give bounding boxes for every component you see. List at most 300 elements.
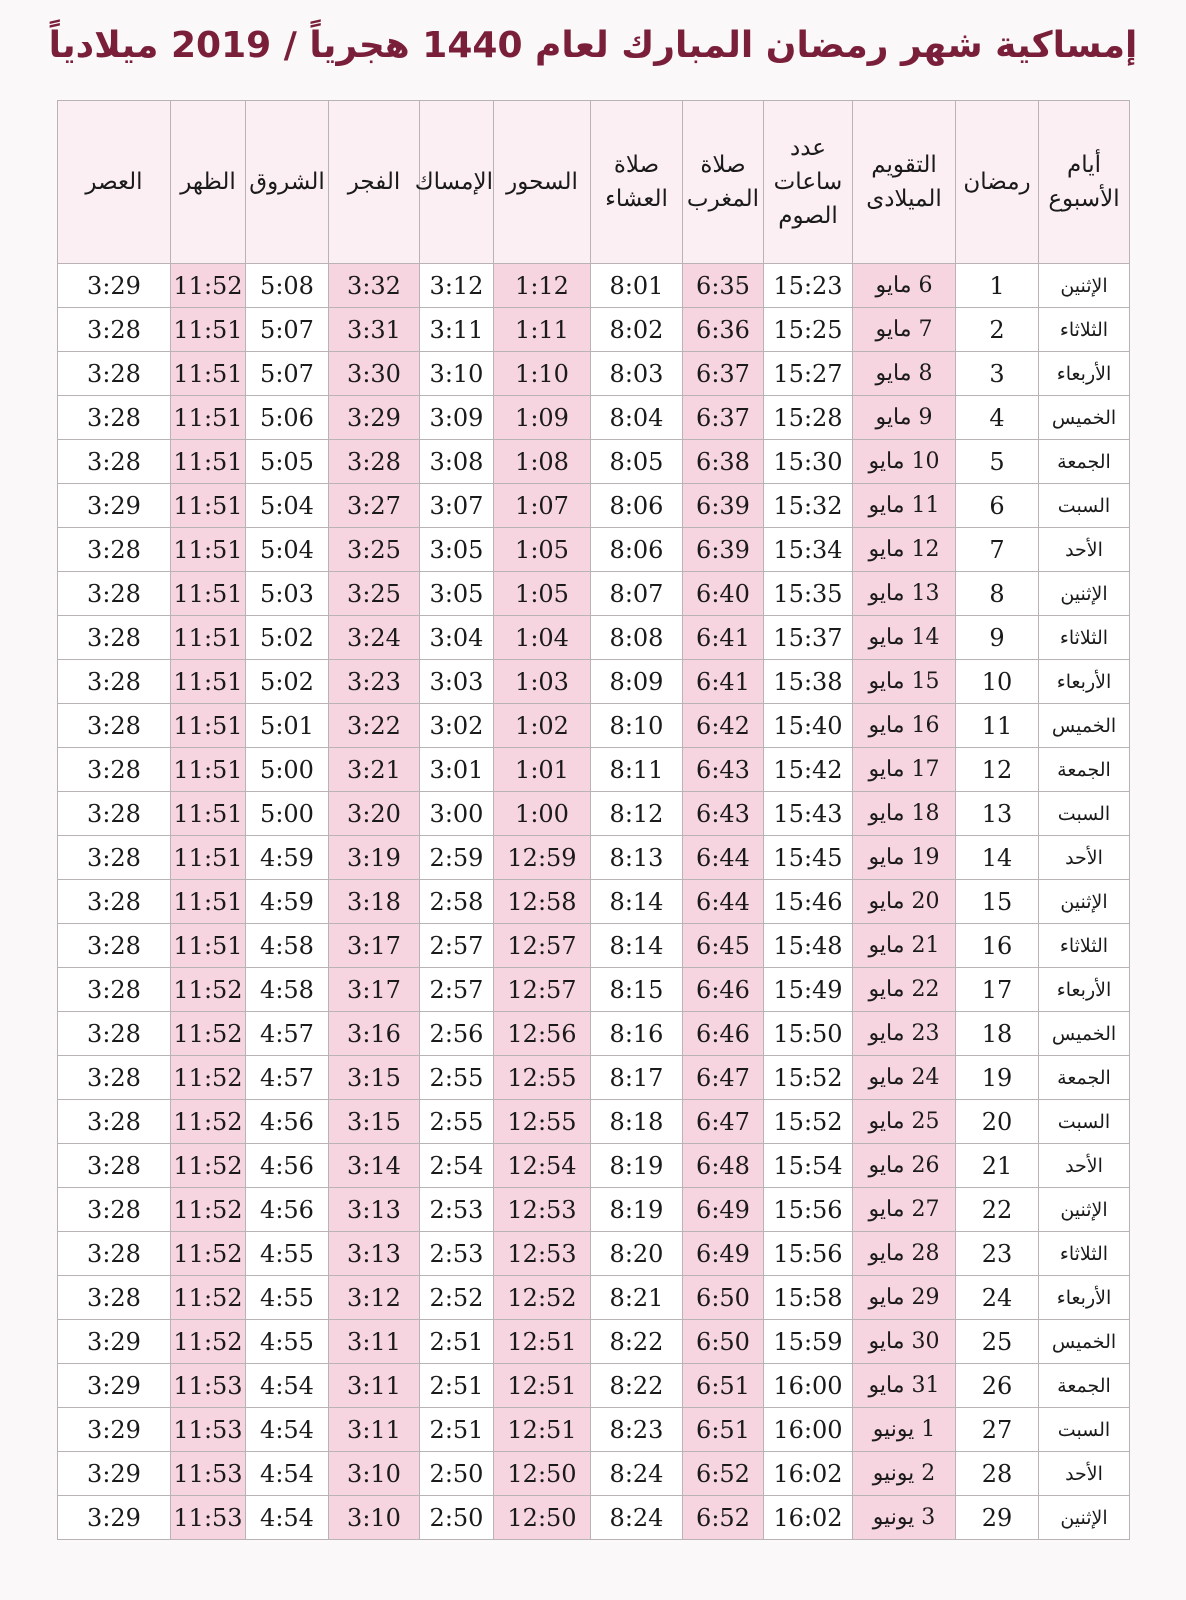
fajr-time: 3:17 xyxy=(329,924,420,968)
table-row xyxy=(58,1276,1130,1320)
sunrise-time: 4:54 xyxy=(246,1364,329,1408)
gregorian-date: 28 مايو xyxy=(853,1232,956,1276)
asr-time: 3:28 xyxy=(58,1188,171,1232)
gregorian-date: 26 مايو xyxy=(853,1144,956,1188)
asr-time: 3:28 xyxy=(58,748,171,792)
suhoor-time: 12:53 xyxy=(494,1232,591,1276)
fajr-time: 3:30 xyxy=(329,352,420,396)
gregorian-date: 1 يونيو xyxy=(853,1408,956,1452)
sunrise-time: 5:05 xyxy=(246,440,329,484)
fasting-hours: 15:40 xyxy=(764,704,853,748)
isha-time: 8:16 xyxy=(591,1012,683,1056)
header-fajr: الفجر xyxy=(329,101,420,264)
suhoor-time: 12:57 xyxy=(494,924,591,968)
dhuhr-time: 11:52 xyxy=(171,1188,246,1232)
asr-time: 3:28 xyxy=(58,1232,171,1276)
sunrise-time: 4:55 xyxy=(246,1232,329,1276)
fasting-hours: 15:38 xyxy=(764,660,853,704)
sunrise-time: 5:04 xyxy=(246,528,329,572)
header-day: أيام الأسبوع xyxy=(1039,101,1130,264)
sunrise-time: 4:54 xyxy=(246,1496,329,1540)
imsak-time: 3:03 xyxy=(420,660,494,704)
fasting-hours: 15:56 xyxy=(764,1232,853,1276)
table-row xyxy=(58,1320,1130,1364)
header-gregorian: التقويم الميلادى xyxy=(853,101,956,264)
suhoor-time: 12:55 xyxy=(494,1056,591,1100)
fajr-time: 3:15 xyxy=(329,1056,420,1100)
imsak-time: 3:10 xyxy=(420,352,494,396)
fajr-time: 3:16 xyxy=(329,1012,420,1056)
isha-time: 8:12 xyxy=(591,792,683,836)
gregorian-date: 11 مايو xyxy=(853,484,956,528)
sunrise-time: 5:04 xyxy=(246,484,329,528)
imsak-time: 2:56 xyxy=(420,1012,494,1056)
dhuhr-time: 11:52 xyxy=(171,1012,246,1056)
isha-time: 8:15 xyxy=(591,968,683,1012)
table-row xyxy=(58,484,1130,528)
fajr-time: 3:11 xyxy=(329,1408,420,1452)
imsak-time: 3:07 xyxy=(420,484,494,528)
suhoor-time: 1:00 xyxy=(494,792,591,836)
dhuhr-time: 11:52 xyxy=(171,1100,246,1144)
dhuhr-time: 11:53 xyxy=(171,1408,246,1452)
ramadan-day: 1 xyxy=(956,264,1039,308)
fasting-hours: 15:52 xyxy=(764,1100,853,1144)
gregorian-date: 3 يونيو xyxy=(853,1496,956,1540)
sunrise-time: 4:54 xyxy=(246,1408,329,1452)
dhuhr-time: 11:53 xyxy=(171,1496,246,1540)
ramadan-day: 22 xyxy=(956,1188,1039,1232)
fasting-hours: 15:59 xyxy=(764,1320,853,1364)
day: الجمعة xyxy=(1039,748,1130,792)
day: الخميس xyxy=(1039,1012,1130,1056)
ramadan-day: 25 xyxy=(956,1320,1039,1364)
day: الثلاثاء xyxy=(1039,308,1130,352)
imsak-time: 2:53 xyxy=(420,1232,494,1276)
dhuhr-time: 11:52 xyxy=(171,968,246,1012)
imsak-time: 2:55 xyxy=(420,1100,494,1144)
isha-time: 8:05 xyxy=(591,440,683,484)
table-row xyxy=(58,1056,1130,1100)
header-sunrise: الشروق xyxy=(246,101,329,264)
suhoor-time: 1:05 xyxy=(494,572,591,616)
ramadan-day: 2 xyxy=(956,308,1039,352)
fajr-time: 3:25 xyxy=(329,572,420,616)
day: السبت xyxy=(1039,792,1130,836)
asr-time: 3:29 xyxy=(58,1364,171,1408)
dhuhr-time: 11:51 xyxy=(171,440,246,484)
dhuhr-time: 11:52 xyxy=(171,1232,246,1276)
asr-time: 3:28 xyxy=(58,660,171,704)
asr-time: 3:28 xyxy=(58,1276,171,1320)
ramadan-day: 14 xyxy=(956,836,1039,880)
fajr-time: 3:29 xyxy=(329,396,420,440)
ramadan-day: 13 xyxy=(956,792,1039,836)
dhuhr-time: 11:51 xyxy=(171,396,246,440)
ramadan-day: 3 xyxy=(956,352,1039,396)
fasting-hours: 15:52 xyxy=(764,1056,853,1100)
day: الإثنين xyxy=(1039,1188,1130,1232)
dhuhr-time: 11:51 xyxy=(171,748,246,792)
ramadan-day: 12 xyxy=(956,748,1039,792)
maghrib-time: 6:39 xyxy=(683,528,764,572)
fajr-time: 3:10 xyxy=(329,1496,420,1540)
day: السبت xyxy=(1039,1408,1130,1452)
fajr-time: 3:18 xyxy=(329,880,420,924)
maghrib-time: 6:45 xyxy=(683,924,764,968)
gregorian-date: 19 مايو xyxy=(853,836,956,880)
day: السبت xyxy=(1039,484,1130,528)
fasting-hours: 15:32 xyxy=(764,484,853,528)
table-row xyxy=(58,660,1130,704)
day: الأحد xyxy=(1039,1452,1130,1496)
asr-time: 3:28 xyxy=(58,792,171,836)
suhoor-time: 1:05 xyxy=(494,528,591,572)
day: الثلاثاء xyxy=(1039,1232,1130,1276)
dhuhr-time: 11:52 xyxy=(171,1144,246,1188)
ramadan-day: 16 xyxy=(956,924,1039,968)
suhoor-time: 12:56 xyxy=(494,1012,591,1056)
dhuhr-time: 11:51 xyxy=(171,616,246,660)
asr-time: 3:29 xyxy=(58,1452,171,1496)
ramadan-day: 5 xyxy=(956,440,1039,484)
sunrise-time: 4:56 xyxy=(246,1100,329,1144)
suhoor-time: 12:59 xyxy=(494,836,591,880)
isha-time: 8:06 xyxy=(591,484,683,528)
gregorian-date: 12 مايو xyxy=(853,528,956,572)
day: الثلاثاء xyxy=(1039,616,1130,660)
ramadan-day: 26 xyxy=(956,1364,1039,1408)
table-row xyxy=(58,792,1130,836)
imsak-time: 2:57 xyxy=(420,968,494,1012)
imsak-time: 3:02 xyxy=(420,704,494,748)
imsak-time: 2:57 xyxy=(420,924,494,968)
sunrise-time: 4:55 xyxy=(246,1276,329,1320)
sunrise-time: 5:08 xyxy=(246,264,329,308)
asr-time: 3:28 xyxy=(58,880,171,924)
ramadan-day: 23 xyxy=(956,1232,1039,1276)
suhoor-time: 1:08 xyxy=(494,440,591,484)
asr-time: 3:28 xyxy=(58,616,171,660)
gregorian-date: 24 مايو xyxy=(853,1056,956,1100)
ramadan-day: 27 xyxy=(956,1408,1039,1452)
isha-time: 8:22 xyxy=(591,1364,683,1408)
table-row xyxy=(58,528,1130,572)
table-row xyxy=(58,1408,1130,1452)
ramadan-day: 4 xyxy=(956,396,1039,440)
table-row xyxy=(58,396,1130,440)
maghrib-time: 6:51 xyxy=(683,1408,764,1452)
maghrib-time: 6:48 xyxy=(683,1144,764,1188)
fasting-hours: 15:25 xyxy=(764,308,853,352)
suhoor-time: 12:54 xyxy=(494,1144,591,1188)
maghrib-time: 6:49 xyxy=(683,1188,764,1232)
suhoor-time: 1:07 xyxy=(494,484,591,528)
imsak-time: 2:51 xyxy=(420,1320,494,1364)
fajr-time: 3:12 xyxy=(329,1276,420,1320)
dhuhr-time: 11:51 xyxy=(171,880,246,924)
day: الأحد xyxy=(1039,528,1130,572)
isha-time: 8:10 xyxy=(591,704,683,748)
imsak-time: 2:52 xyxy=(420,1276,494,1320)
table-row xyxy=(58,1496,1130,1540)
imsak-time: 3:05 xyxy=(420,528,494,572)
maghrib-time: 6:44 xyxy=(683,880,764,924)
imsak-time: 2:58 xyxy=(420,880,494,924)
fasting-hours: 15:23 xyxy=(764,264,853,308)
asr-time: 3:29 xyxy=(58,264,171,308)
header-asr: العصر xyxy=(58,101,171,264)
suhoor-time: 12:52 xyxy=(494,1276,591,1320)
asr-time: 3:28 xyxy=(58,836,171,880)
fajr-time: 3:11 xyxy=(329,1320,420,1364)
fajr-time: 3:13 xyxy=(329,1188,420,1232)
imsak-time: 2:54 xyxy=(420,1144,494,1188)
maghrib-time: 6:46 xyxy=(683,1012,764,1056)
table-row xyxy=(58,440,1130,484)
fasting-hours: 15:49 xyxy=(764,968,853,1012)
fajr-time: 3:20 xyxy=(329,792,420,836)
imsak-time: 2:51 xyxy=(420,1364,494,1408)
imsak-time: 2:50 xyxy=(420,1452,494,1496)
dhuhr-time: 11:51 xyxy=(171,528,246,572)
imsak-time: 3:12 xyxy=(420,264,494,308)
sunrise-time: 4:58 xyxy=(246,924,329,968)
dhuhr-time: 11:52 xyxy=(171,264,246,308)
table-row xyxy=(58,1012,1130,1056)
gregorian-date: 15 مايو xyxy=(853,660,956,704)
ramadan-day: 8 xyxy=(956,572,1039,616)
fajr-time: 3:24 xyxy=(329,616,420,660)
asr-time: 3:28 xyxy=(58,704,171,748)
sunrise-time: 4:55 xyxy=(246,1320,329,1364)
fasting-hours: 15:45 xyxy=(764,836,853,880)
sunrise-time: 4:56 xyxy=(246,1188,329,1232)
dhuhr-time: 11:51 xyxy=(171,836,246,880)
asr-time: 3:28 xyxy=(58,528,171,572)
maghrib-time: 6:41 xyxy=(683,616,764,660)
isha-time: 8:18 xyxy=(591,1100,683,1144)
imsak-time: 2:55 xyxy=(420,1056,494,1100)
header-ramadan: رمضان xyxy=(956,101,1039,264)
day: الثلاثاء xyxy=(1039,924,1130,968)
maghrib-time: 6:50 xyxy=(683,1276,764,1320)
sunrise-time: 4:59 xyxy=(246,880,329,924)
gregorian-date: 8 مايو xyxy=(853,352,956,396)
table-row xyxy=(58,352,1130,396)
asr-time: 3:28 xyxy=(58,1056,171,1100)
fasting-hours: 15:56 xyxy=(764,1188,853,1232)
maghrib-time: 6:49 xyxy=(683,1232,764,1276)
gregorian-date: 2 يونيو xyxy=(853,1452,956,1496)
suhoor-time: 1:04 xyxy=(494,616,591,660)
asr-time: 3:28 xyxy=(58,440,171,484)
ramadan-day: 15 xyxy=(956,880,1039,924)
isha-time: 8:06 xyxy=(591,528,683,572)
isha-time: 8:08 xyxy=(591,616,683,660)
isha-time: 8:13 xyxy=(591,836,683,880)
isha-time: 8:04 xyxy=(591,396,683,440)
page-title: إمساكية شهر رمضان المبارك لعام 1440 هجرياً / 2019 ميلادياً xyxy=(48,25,1138,66)
fasting-hours: 15:30 xyxy=(764,440,853,484)
table-row xyxy=(58,924,1130,968)
fajr-time: 3:17 xyxy=(329,968,420,1012)
gregorian-date: 6 مايو xyxy=(853,264,956,308)
gregorian-date: 27 مايو xyxy=(853,1188,956,1232)
asr-time: 3:28 xyxy=(58,968,171,1012)
suhoor-time: 1:10 xyxy=(494,352,591,396)
ramadan-day: 11 xyxy=(956,704,1039,748)
suhoor-time: 12:51 xyxy=(494,1408,591,1452)
fasting-hours: 15:37 xyxy=(764,616,853,660)
asr-time: 3:29 xyxy=(58,1408,171,1452)
sunrise-time: 5:00 xyxy=(246,748,329,792)
table-row xyxy=(58,748,1130,792)
maghrib-time: 6:52 xyxy=(683,1452,764,1496)
maghrib-time: 6:47 xyxy=(683,1056,764,1100)
maghrib-time: 6:43 xyxy=(683,748,764,792)
sunrise-time: 5:00 xyxy=(246,792,329,836)
header-fasting-hours: عدد ساعات الصوم xyxy=(764,101,853,264)
imsak-time: 3:08 xyxy=(420,440,494,484)
fajr-time: 3:32 xyxy=(329,264,420,308)
dhuhr-time: 11:51 xyxy=(171,704,246,748)
isha-time: 8:17 xyxy=(591,1056,683,1100)
table-row xyxy=(58,1144,1130,1188)
imsak-time: 3:05 xyxy=(420,572,494,616)
fasting-hours: 16:00 xyxy=(764,1408,853,1452)
sunrise-time: 5:07 xyxy=(246,308,329,352)
suhoor-time: 12:50 xyxy=(494,1452,591,1496)
table-row xyxy=(58,1452,1130,1496)
ramadan-day: 9 xyxy=(956,616,1039,660)
imsak-time: 3:09 xyxy=(420,396,494,440)
day: السبت xyxy=(1039,1100,1130,1144)
header-isha: صلاة العشاء xyxy=(591,101,683,264)
fasting-hours: 15:35 xyxy=(764,572,853,616)
fasting-hours: 16:02 xyxy=(764,1452,853,1496)
day: الخميس xyxy=(1039,1320,1130,1364)
suhoor-time: 12:51 xyxy=(494,1320,591,1364)
gregorian-date: 25 مايو xyxy=(853,1100,956,1144)
maghrib-time: 6:51 xyxy=(683,1364,764,1408)
day: الأربعاء xyxy=(1039,968,1130,1012)
isha-time: 8:19 xyxy=(591,1188,683,1232)
day: الجمعة xyxy=(1039,1056,1130,1100)
gregorian-date: 21 مايو xyxy=(853,924,956,968)
sunrise-time: 5:07 xyxy=(246,352,329,396)
table-body xyxy=(58,264,1130,1540)
suhoor-time: 12:53 xyxy=(494,1188,591,1232)
imsak-time: 3:11 xyxy=(420,308,494,352)
suhoor-time: 1:11 xyxy=(494,308,591,352)
ramadan-day: 29 xyxy=(956,1496,1039,1540)
maghrib-time: 6:42 xyxy=(683,704,764,748)
ramadan-day: 18 xyxy=(956,1012,1039,1056)
suhoor-time: 12:57 xyxy=(494,968,591,1012)
maghrib-time: 6:36 xyxy=(683,308,764,352)
isha-time: 8:24 xyxy=(591,1496,683,1540)
sunrise-time: 5:01 xyxy=(246,704,329,748)
dhuhr-time: 11:52 xyxy=(171,1276,246,1320)
ramadan-day: 6 xyxy=(956,484,1039,528)
gregorian-date: 31 مايو xyxy=(853,1364,956,1408)
ramadan-day: 7 xyxy=(956,528,1039,572)
table-row xyxy=(58,968,1130,1012)
imsak-time: 2:53 xyxy=(420,1188,494,1232)
dhuhr-time: 11:51 xyxy=(171,792,246,836)
table-row xyxy=(58,1188,1130,1232)
maghrib-time: 6:43 xyxy=(683,792,764,836)
dhuhr-time: 11:52 xyxy=(171,1320,246,1364)
table-row xyxy=(58,616,1130,660)
table-row xyxy=(58,308,1130,352)
imsak-time: 2:50 xyxy=(420,1496,494,1540)
header-suhoor: السحور xyxy=(494,101,591,264)
isha-time: 8:02 xyxy=(591,308,683,352)
fajr-time: 3:28 xyxy=(329,440,420,484)
dhuhr-time: 11:51 xyxy=(171,924,246,968)
ramadan-day: 10 xyxy=(956,660,1039,704)
asr-time: 3:28 xyxy=(58,308,171,352)
gregorian-date: 23 مايو xyxy=(853,1012,956,1056)
sunrise-time: 4:57 xyxy=(246,1056,329,1100)
sunrise-time: 4:58 xyxy=(246,968,329,1012)
maghrib-time: 6:41 xyxy=(683,660,764,704)
sunrise-time: 5:02 xyxy=(246,616,329,660)
fasting-hours: 15:42 xyxy=(764,748,853,792)
table-row xyxy=(58,836,1130,880)
header-imsak: الإمساك xyxy=(420,101,494,264)
dhuhr-time: 11:52 xyxy=(171,1056,246,1100)
day: الإثنين xyxy=(1039,572,1130,616)
imsak-time: 2:51 xyxy=(420,1408,494,1452)
fasting-hours: 15:34 xyxy=(764,528,853,572)
day: الأربعاء xyxy=(1039,660,1130,704)
fasting-hours: 16:02 xyxy=(764,1496,853,1540)
fajr-time: 3:27 xyxy=(329,484,420,528)
sunrise-time: 4:56 xyxy=(246,1144,329,1188)
dhuhr-time: 11:51 xyxy=(171,352,246,396)
fajr-time: 3:23 xyxy=(329,660,420,704)
day: الأحد xyxy=(1039,1144,1130,1188)
isha-time: 8:03 xyxy=(591,352,683,396)
fajr-time: 3:25 xyxy=(329,528,420,572)
isha-time: 8:07 xyxy=(591,572,683,616)
ramadan-day: 24 xyxy=(956,1276,1039,1320)
gregorian-date: 22 مايو xyxy=(853,968,956,1012)
isha-time: 8:14 xyxy=(591,880,683,924)
fajr-time: 3:21 xyxy=(329,748,420,792)
sunrise-time: 4:59 xyxy=(246,836,329,880)
table-row xyxy=(58,1100,1130,1144)
maghrib-time: 6:37 xyxy=(683,352,764,396)
asr-time: 3:28 xyxy=(58,1144,171,1188)
maghrib-time: 6:38 xyxy=(683,440,764,484)
asr-time: 3:28 xyxy=(58,924,171,968)
fajr-time: 3:11 xyxy=(329,1364,420,1408)
isha-time: 8:14 xyxy=(591,924,683,968)
sunrise-time: 5:02 xyxy=(246,660,329,704)
isha-time: 8:11 xyxy=(591,748,683,792)
ramadan-day: 19 xyxy=(956,1056,1039,1100)
fasting-hours: 15:43 xyxy=(764,792,853,836)
suhoor-time: 1:03 xyxy=(494,660,591,704)
ramadan-day: 20 xyxy=(956,1100,1039,1144)
day: الخميس xyxy=(1039,396,1130,440)
gregorian-date: 30 مايو xyxy=(853,1320,956,1364)
imsak-time: 3:01 xyxy=(420,748,494,792)
